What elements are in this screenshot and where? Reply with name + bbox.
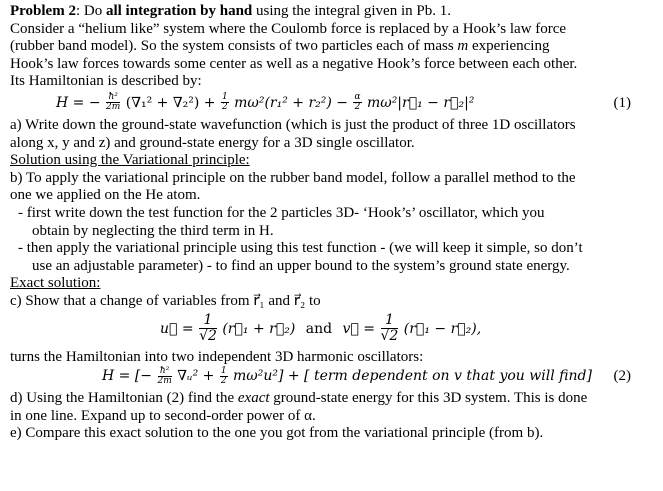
equation-number-2: (2) <box>613 368 631 385</box>
eq1-frac-half <box>221 93 229 112</box>
eq-u-frac-num: 1 <box>199 313 217 329</box>
eq1-frac2-den: 2 <box>221 102 228 113</box>
eq-v-rhs: (r⃗₁ − r⃗₂), <box>403 320 482 337</box>
hamiltonian-equation-1 <box>10 89 653 117</box>
part-a-line-1: a) Write down the ground-state wavefunction (which is just the product of three 1D oscillators <box>10 116 576 133</box>
heading-variational: Solution using the Variational principle: <box>10 152 250 169</box>
eq1-frac3-den: 2 <box>354 102 361 113</box>
problem-line-3-b: experiencing <box>468 38 550 55</box>
problem-line-3-a: (rubber band model). So the system consists of two particles each of mass <box>10 38 458 55</box>
eq1-interaction-term: mω²|r⃗₁ − r⃗₂|² <box>367 94 475 111</box>
eq1-lhs: H = − <box>56 94 101 111</box>
intro-tail: using the integral given in Pb. 1. <box>252 3 451 19</box>
hamiltonian-equation-2 <box>10 362 653 390</box>
eq-v-lhs: v⃗ = <box>342 320 376 337</box>
eq1-frac-hbar <box>106 93 120 112</box>
eq2-kinetic-term: ∇ᵤ² + <box>177 368 215 385</box>
part-b-line-1: b) To apply the variational principle on the rubber band model, follow a parallel method to the <box>10 169 576 186</box>
eq-and: and <box>305 320 333 337</box>
part-d-exact: exact <box>237 390 270 407</box>
problem-line-5: Its Hamiltonian is described by: <box>10 73 202 90</box>
eq1-frac1-den: 2m <box>106 102 121 113</box>
eq-v-frac <box>381 313 399 344</box>
problem-line-3 <box>10 38 653 56</box>
problem-line-2: Consider a “helium like” system where the Coulomb force is replaced by a Hook’s law force <box>10 20 567 37</box>
problem-label: Problem 2 <box>10 3 76 19</box>
eq2-frac2-num: 1 <box>220 365 227 376</box>
problem-intro <box>10 3 653 21</box>
part-b-bullet-1-line-2: obtain by neglecting the third term in H. <box>32 222 274 239</box>
eq1-kinetic-term: (∇₁² + ∇₂²) + <box>125 94 216 111</box>
change-of-variables-equation <box>10 309 653 349</box>
part-d-line-1-b: ground-state energy for this 3D system. This is done <box>269 390 588 407</box>
eq-v-frac-den: √2 <box>380 328 399 344</box>
eq1-frac2-num: 1 <box>221 92 228 103</box>
part-b-bullet-2-line-2: use an adjustable parameter) - to find an upper bound to the system’s ground state energy. <box>32 257 570 274</box>
intro-text: : Do <box>75 3 106 19</box>
eq2-frac2-den: 2 <box>220 375 227 386</box>
eq1-potential-term: mω²(r₁² + r₂²) − <box>234 94 349 111</box>
part-b-bullet-1-line-1: - first write down the test function for the 2 particles 3D- ‘Hook’s’ oscillator, which you <box>18 204 545 221</box>
eq2-frac1-num: ħ² <box>158 367 172 377</box>
part-d-line-1-a: d) Using the Hamiltonian (2) find the <box>10 390 238 407</box>
eq2-potential-term: mω²u²] + [ term dependent on v that you will find] <box>233 368 592 385</box>
mass-symbol: m <box>457 38 469 55</box>
eq1-frac-alpha <box>353 93 361 112</box>
eq1-frac1-num: ħ² <box>106 93 120 103</box>
part-c-line-2: turns the Hamiltonian into two independent 3D harmonic oscillators: <box>10 348 424 365</box>
eq1-frac3-num: α <box>354 92 361 103</box>
part-c-line-1: c) Show that a change of variables from r⃗₁ and r⃗₂ to <box>10 292 321 309</box>
eq2-lhs: H = [− <box>102 368 153 385</box>
eq-v-frac-num: 1 <box>381 313 399 329</box>
part-a-line-2: along x, y and z) and ground-state energy for a 3D single oscillator. <box>10 134 415 151</box>
eq2-frac-hbar <box>158 367 172 386</box>
eq-u-frac-den: √2 <box>199 328 217 344</box>
part-e-line-1: e) Compare this exact solution to the one you got from the variational principle (from b). <box>10 425 544 442</box>
part-b-line-2: one we applied on the He atom. <box>10 187 201 204</box>
heading-exact: Exact solution: <box>10 275 101 292</box>
problem-line-4: Hook’s law forces towards some center as well as a negative Hook’s force between each other. <box>10 55 578 72</box>
eq-u-frac <box>199 313 217 344</box>
intro-emphasis: all integration by hand <box>105 3 253 19</box>
eq-u-lhs: u⃗ = <box>160 320 194 337</box>
part-d-line-1 <box>10 390 653 408</box>
eq2-frac1-den: 2m <box>157 375 172 386</box>
part-b-bullet-2-line-1: - then apply the variational principle using this test function - (we will keep it simple, so don’t <box>18 240 583 257</box>
part-d-line-2: in one line. Expand up to second-order power of α. <box>10 407 316 424</box>
eq-u-rhs: (r⃗₁ + r⃗₂) <box>222 320 296 337</box>
eq2-frac-half <box>220 367 228 386</box>
equation-number-1: (1) <box>613 94 631 111</box>
